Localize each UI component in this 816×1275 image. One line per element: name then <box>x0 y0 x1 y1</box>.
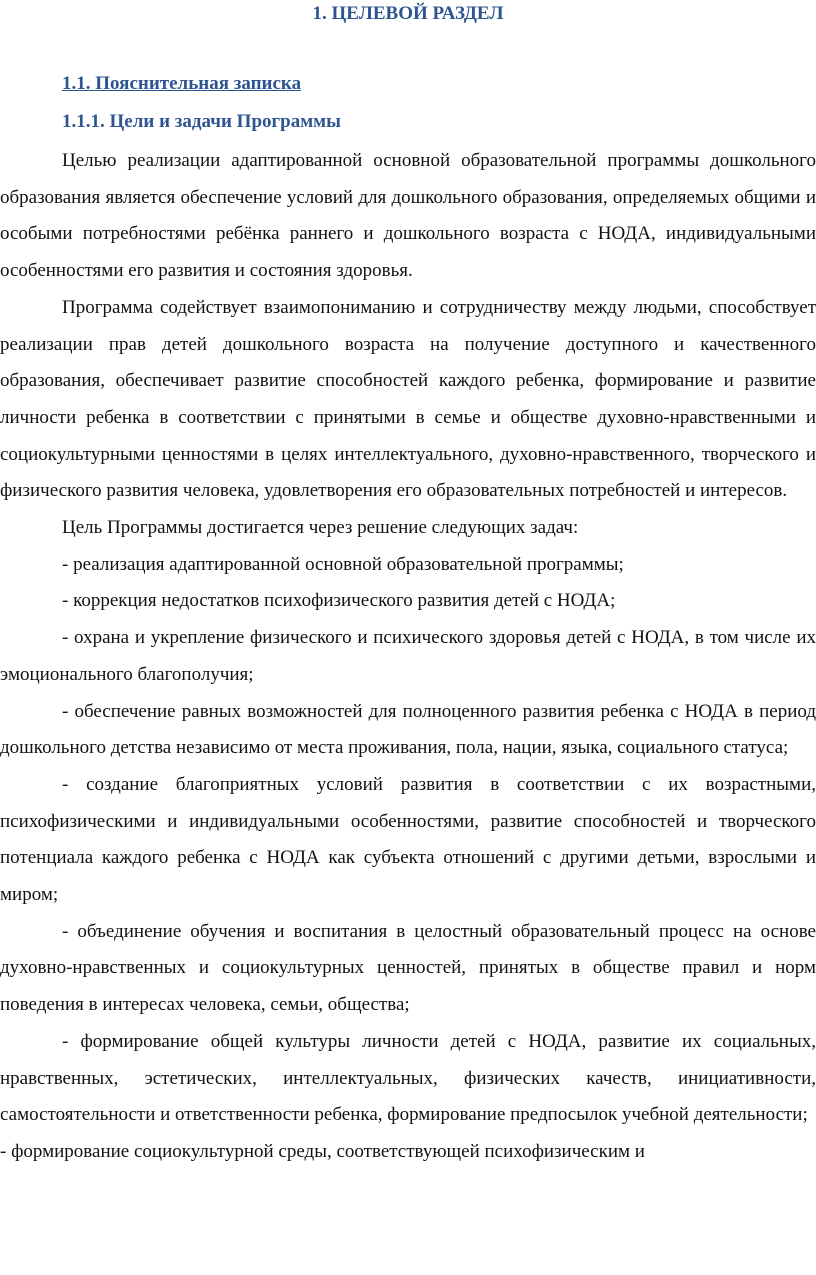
list-item: - объединение обучения и воспитания в целостный образовательный процесс на основе духовно-нравственных и социокультурных ценностей, принятых в обществе правил и норм поведения в интересах человека, семьи, общества; <box>0 920 816 1016</box>
list-item: - коррекция недостатков психофизического развития детей с НОДА; <box>62 590 616 612</box>
subsection-title: 1.1. Пояснительная записка <box>62 73 302 94</box>
list-item: - обеспечение равных возможностей для полноценного развития ребенка с НОДА в период дошкольного детства независимо от места проживания, пола, нации, языка, социального статуса; <box>0 700 816 759</box>
paragraph-tasks-intro: Цель Программы достигается через решение следующих задач: <box>62 517 579 539</box>
list-item: - создание благоприятных условий развития в соответствии с их возрастными, психофизическими и индивидуальными особенностями, развитие способностей и творческого потенциала каждого ребенка с НОДА как субъекта отношений с другими детьми, взрослыми и миром; <box>0 773 816 906</box>
list-item: - формирование общей культуры личности детей с НОДА, развитие их социальных, нравственных, эстетических, интеллектуальных, физических качеств, инициативности, самостоятельности и ответственности ребенка, формирование предпосылок учебной деятельности; <box>0 1030 816 1126</box>
paragraph-goal: Целью реализации адаптированной основной образовательной программы дошкольного образования является обеспечение условий для дошкольного образования, определяемых общими и особыми потребностями ребёнка раннего и дошкольного возраста с НОДА, индивидуальными особенностями его развития и состояния здоровья. <box>0 150 816 282</box>
section-title: 1. ЦЕЛЕВОЙ РАЗДЕЛ <box>312 3 504 24</box>
list-item: - реализация адаптированной основной образовательной программы; <box>62 553 624 575</box>
list-item: - формирование социокультурной среды, соответствующей психофизическим и <box>0 1140 645 1162</box>
document-body <box>0 143 816 1171</box>
paragraph-program: Программа содействует взаимопониманию и сотрудничеству между людьми, способствует реализации прав детей дошкольного возраста на получение доступного и качественного образования, обеспечивает развитие способностей каждого ребенка, формирование и развитие личности ребенка в соответствии с принятыми в семье и обществе духовно-нравственными и социокультурными ценностями в целях интеллектуального, духовно-нравственного, творческого и физического развития человека, удовлетворения его образовательных потребностей и интересов. <box>0 296 816 502</box>
list-item: - охрана и укрепление физического и психического здоровья детей с НОДА, в том числе их эмоционального благополучия; <box>0 627 816 685</box>
subsubsection-title: 1.1.1. Цели и задачи Программы <box>62 111 341 132</box>
